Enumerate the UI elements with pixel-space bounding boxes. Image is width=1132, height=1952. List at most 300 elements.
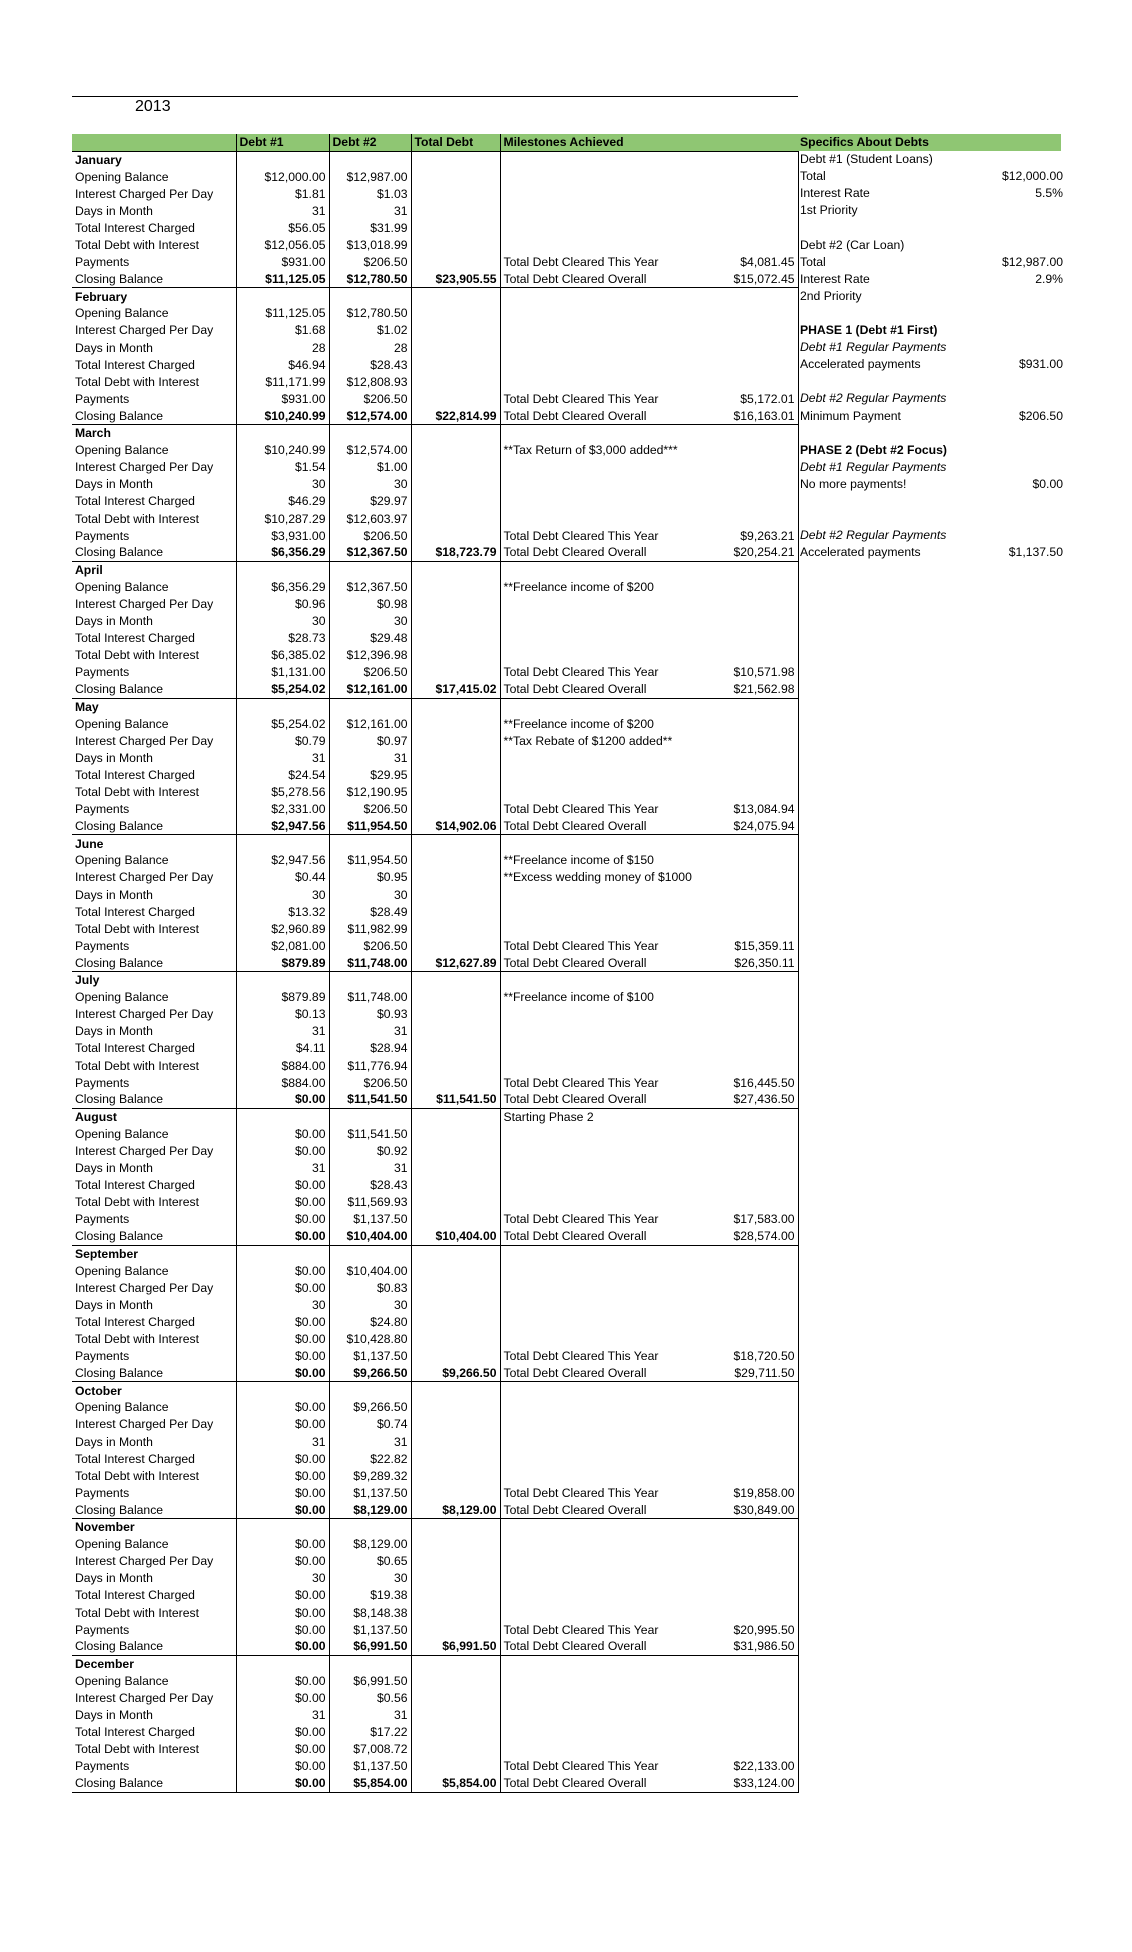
- table-row: [72, 1262, 798, 1279]
- debt2-value: $11,748.00: [329, 954, 411, 971]
- total-debt-value: [411, 1160, 500, 1177]
- debt2-value: $0.92: [329, 1142, 411, 1159]
- table-row: [72, 356, 798, 373]
- total-debt-value: [411, 749, 500, 766]
- row-label: Total Interest Charged: [72, 1724, 236, 1741]
- total-debt-value: [411, 493, 500, 510]
- specifics-row: [800, 476, 1063, 493]
- row-label: Opening Balance: [72, 715, 236, 732]
- empty-cell: [329, 151, 411, 168]
- debt2-value: $8,129.00: [329, 1501, 411, 1518]
- debt2-value: $28.94: [329, 1040, 411, 1057]
- empty-cell: [411, 151, 500, 168]
- row-label: Interest Charged Per Day: [72, 1416, 236, 1433]
- debt1-value: $0.00: [236, 1689, 329, 1706]
- table-row: [72, 1006, 798, 1023]
- debt2-value: $12,780.50: [329, 305, 411, 322]
- table-row: [72, 1553, 798, 1570]
- table-row: [72, 1484, 798, 1501]
- debt2-value: $29.48: [329, 630, 411, 647]
- empty-cell: [329, 1382, 411, 1399]
- debt-cleared-value: $13,084.94: [733, 802, 795, 817]
- row-label: Payments: [72, 527, 236, 544]
- milestone-cell: [500, 664, 798, 681]
- debt1-value: $5,278.56: [236, 783, 329, 800]
- debt2-value: $12,161.00: [329, 681, 411, 698]
- total-debt-value: [411, 937, 500, 954]
- debt1-value: $0.13: [236, 1006, 329, 1023]
- total-debt-value: [411, 1724, 500, 1741]
- header-milestones: Milestones Achieved: [500, 134, 798, 151]
- table-row: [72, 1758, 798, 1775]
- closing-balance-row: [72, 1638, 798, 1655]
- specifics-row: [800, 151, 1063, 168]
- empty-cell: [236, 425, 329, 442]
- total-debt-value: [411, 1536, 500, 1553]
- debt1-value: $0.00: [236, 1348, 329, 1365]
- debt-cleared-value: $26,350.11: [734, 955, 795, 970]
- debt2-value: $1.02: [329, 322, 411, 339]
- specifics-label: Total: [800, 169, 826, 184]
- total-debt-value: $22,814.99: [411, 407, 500, 424]
- debt2-value: $206.50: [329, 801, 411, 818]
- debt-cleared-label: Total Debt Cleared Overall: [503, 1502, 647, 1517]
- debt1-value: 30: [236, 476, 329, 493]
- milestone-cell: [500, 407, 798, 424]
- table-row: [72, 920, 798, 937]
- specifics-label: 1st Priority: [800, 203, 858, 218]
- debt1-value: $0.00: [236, 1536, 329, 1553]
- debt-cleared-value: $22,133.00: [733, 1759, 795, 1774]
- debt-cleared-line: [504, 528, 795, 544]
- total-debt-value: [411, 322, 500, 339]
- debt2-value: $11,954.50: [329, 852, 411, 869]
- row-label: Total Interest Charged: [72, 219, 236, 236]
- milestone-cell: [500, 801, 798, 818]
- debt-cleared-label: Total Debt Cleared Overall: [503, 1639, 647, 1654]
- debt-cleared-line: [504, 1775, 795, 1791]
- debt-cleared-value: $15,359.11: [734, 938, 795, 953]
- month-name: December: [72, 1655, 236, 1672]
- row-label: Total Interest Charged: [72, 356, 236, 373]
- milestone-note: **Freelance income of $100: [503, 990, 654, 1005]
- debt2-value: $12,987.00: [329, 168, 411, 185]
- milestone-cell: [500, 1758, 798, 1775]
- debt1-value: $0.00: [236, 1621, 329, 1638]
- specifics-value: $12,000.00: [1002, 169, 1063, 184]
- debt1-value: $1,131.00: [236, 664, 329, 681]
- debt-cleared-line: [504, 1348, 795, 1364]
- debt-cleared-value: $31,986.50: [733, 1639, 795, 1654]
- table-row: [72, 493, 798, 510]
- milestone-note: **Freelance income of $150: [503, 853, 654, 868]
- debt1-value: 30: [236, 613, 329, 630]
- empty-cell: [329, 1519, 411, 1536]
- table-row: [72, 801, 798, 818]
- total-debt-value: [411, 373, 500, 390]
- table-row: [72, 527, 798, 544]
- debt-cleared-value: $15,072.45: [733, 271, 795, 286]
- debt1-value: $0.00: [236, 1313, 329, 1330]
- row-label: Days in Month: [72, 1296, 236, 1313]
- table-row: [72, 1279, 798, 1296]
- debt2-value: $29.95: [329, 766, 411, 783]
- debt-cleared-value: $20,995.50: [733, 1622, 795, 1637]
- empty-cell: [329, 288, 411, 305]
- table-row: [72, 236, 798, 253]
- milestone-cell: [500, 989, 798, 1006]
- total-debt-value: [411, 903, 500, 920]
- empty-cell: [329, 698, 411, 715]
- debt1-value: $2,947.56: [236, 852, 329, 869]
- milestone-cell: [500, 1638, 798, 1655]
- milestone-cell: [500, 818, 798, 835]
- month-name-row: [72, 561, 798, 578]
- debt2-value: $28.49: [329, 903, 411, 920]
- row-label: Closing Balance: [72, 954, 236, 971]
- total-debt-value: [411, 390, 500, 407]
- debt-cleared-value: $19,858.00: [733, 1485, 795, 1500]
- milestone-cell: [500, 339, 798, 356]
- debt2-value: $9,266.50: [329, 1365, 411, 1382]
- debt2-value: $0.95: [329, 869, 411, 886]
- debt-cleared-label: Total Debt Cleared Overall: [503, 955, 647, 970]
- debt-cleared-value: $30,849.00: [733, 1502, 795, 1517]
- row-label: Total Interest Charged: [72, 1040, 236, 1057]
- debt1-value: 31: [236, 749, 329, 766]
- row-label: Total Interest Charged: [72, 493, 236, 510]
- empty-cell: [411, 698, 500, 715]
- empty-cell: [236, 1108, 329, 1125]
- debt1-value: $0.00: [236, 1484, 329, 1501]
- debt2-value: $206.50: [329, 937, 411, 954]
- total-debt-value: [411, 442, 500, 459]
- month-blocks: [72, 151, 798, 1792]
- debt1-value: 31: [236, 1433, 329, 1450]
- debt1-value: $0.00: [236, 1604, 329, 1621]
- debt-cleared-value: $17,583.00: [733, 1212, 795, 1227]
- milestone-cell: [500, 202, 798, 219]
- empty-cell: [236, 151, 329, 168]
- total-debt-value: [411, 613, 500, 630]
- specifics-value: $0.00: [1032, 476, 1063, 491]
- specifics-row: [800, 544, 1063, 561]
- row-label: Total Debt with Interest: [72, 510, 236, 527]
- debt-cleared-line: [504, 955, 795, 971]
- debt-cleared-label: Total Debt Cleared This Year: [503, 1349, 659, 1364]
- debt2-value: $0.93: [329, 1006, 411, 1023]
- milestone-cell: [500, 1365, 798, 1382]
- debt-cleared-line: [504, 1091, 795, 1107]
- milestone-cell: [500, 1057, 798, 1074]
- debt-cleared-label: Total Debt Cleared Overall: [503, 818, 647, 833]
- empty-cell: [329, 1108, 411, 1125]
- debt1-value: $0.00: [236, 1330, 329, 1347]
- total-debt-value: $5,854.00: [411, 1775, 500, 1792]
- debt2-value: $5,854.00: [329, 1775, 411, 1792]
- month-name: May: [72, 698, 236, 715]
- debt2-value: $12,367.50: [329, 544, 411, 561]
- row-label: Interest Charged Per Day: [72, 459, 236, 476]
- specifics-label: Total: [800, 254, 826, 269]
- milestone-cell: [500, 647, 798, 664]
- table-row: [72, 476, 798, 493]
- empty-cell: [411, 1108, 500, 1125]
- milestone-cell: [500, 1040, 798, 1057]
- milestone-cell: [500, 732, 798, 749]
- debt2-value: $1,137.50: [329, 1211, 411, 1228]
- specifics-value: $931.00: [1018, 357, 1063, 372]
- total-debt-value: [411, 1194, 500, 1211]
- milestone-cell: [500, 1313, 798, 1330]
- debt2-value: $1,137.50: [329, 1348, 411, 1365]
- total-debt-value: [411, 202, 500, 219]
- year-header: [72, 96, 798, 134]
- debt2-value: $11,569.93: [329, 1194, 411, 1211]
- milestone-cell: [500, 1536, 798, 1553]
- empty-cell: [411, 561, 500, 578]
- debt2-value: $0.56: [329, 1689, 411, 1706]
- milestone-cell: [500, 1330, 798, 1347]
- milestone-cell: [500, 1245, 798, 1262]
- milestone-cell: [500, 1074, 798, 1091]
- table-row: [72, 749, 798, 766]
- row-label: Payments: [72, 664, 236, 681]
- debt1-value: $0.00: [236, 1125, 329, 1142]
- debt2-value: $206.50: [329, 1074, 411, 1091]
- closing-balance-row: [72, 1501, 798, 1518]
- debt-cleared-line: [504, 1365, 795, 1381]
- debt1-value: 31: [236, 1023, 329, 1040]
- total-debt-value: [411, 1570, 500, 1587]
- closing-balance-row: [72, 818, 798, 835]
- specifics-row: [800, 442, 1063, 459]
- specifics-row: [800, 459, 1063, 476]
- total-debt-value: [411, 1006, 500, 1023]
- debt-cleared-label: Total Debt Cleared Overall: [503, 408, 647, 423]
- debt-cleared-line: [504, 1758, 795, 1774]
- milestone-cell: [500, 1672, 798, 1689]
- month-name-row: [72, 151, 798, 168]
- specifics-label: 2nd Priority: [800, 288, 862, 303]
- debt1-value: $13.32: [236, 903, 329, 920]
- total-debt-value: [411, 1621, 500, 1638]
- milestone-cell: [500, 1416, 798, 1433]
- row-label: Payments: [72, 1484, 236, 1501]
- debt1-value: 31: [236, 1707, 329, 1724]
- milestone-cell: [500, 578, 798, 595]
- debt1-value: $6,356.29: [236, 544, 329, 561]
- milestone-cell: [500, 1108, 798, 1125]
- debt-cleared-line: [504, 1622, 795, 1638]
- table-row: [72, 869, 798, 886]
- milestone-cell: [500, 288, 798, 305]
- debt1-value: $931.00: [236, 254, 329, 271]
- total-debt-value: [411, 1758, 500, 1775]
- debt-cleared-label: Total Debt Cleared Overall: [503, 1092, 647, 1107]
- debt-cleared-label: Total Debt Cleared This Year: [503, 255, 659, 270]
- row-label: Opening Balance: [72, 989, 236, 1006]
- header-total-debt: Total Debt: [411, 134, 500, 151]
- specifics-label: Accelerated payments: [800, 357, 921, 372]
- specifics-row: [800, 339, 1063, 356]
- row-label: Days in Month: [72, 613, 236, 630]
- total-debt-value: [411, 1211, 500, 1228]
- closing-balance-row: [72, 681, 798, 698]
- debt-cleared-line: [504, 938, 795, 954]
- row-label: Total Interest Charged: [72, 1450, 236, 1467]
- milestone-cell: [500, 1142, 798, 1159]
- milestone-cell: [500, 1467, 798, 1484]
- empty-cell: [236, 1382, 329, 1399]
- milestone-note: Starting Phase 2: [503, 1110, 594, 1125]
- debt-cleared-value: $27,436.50: [733, 1092, 795, 1107]
- total-debt-value: $8,129.00: [411, 1501, 500, 1518]
- debt1-value: $46.29: [236, 493, 329, 510]
- table-row: [72, 1689, 798, 1706]
- row-label: Interest Charged Per Day: [72, 185, 236, 202]
- milestone-cell: [500, 561, 798, 578]
- debt1-value: $2,960.89: [236, 920, 329, 937]
- debt2-value: $31.99: [329, 219, 411, 236]
- debt2-value: $1.03: [329, 185, 411, 202]
- total-debt-value: $18,723.79: [411, 544, 500, 561]
- debt2-value: $10,404.00: [329, 1228, 411, 1245]
- debt1-value: $10,240.99: [236, 442, 329, 459]
- total-debt-value: [411, 920, 500, 937]
- milestone-cell: [500, 1006, 798, 1023]
- empty-cell: [411, 288, 500, 305]
- closing-balance-row: [72, 407, 798, 424]
- debt-cleared-value: $10,571.98: [733, 665, 795, 680]
- milestone-note: **Excess wedding money of $1000: [503, 870, 692, 885]
- row-label: Interest Charged Per Day: [72, 732, 236, 749]
- table-row: [72, 903, 798, 920]
- table-row: [72, 852, 798, 869]
- month-name-row: [72, 1519, 798, 1536]
- debt-cleared-label: Total Debt Cleared This Year: [503, 665, 659, 680]
- milestone-cell: [500, 766, 798, 783]
- row-label: Opening Balance: [72, 578, 236, 595]
- milestone-cell: [500, 1382, 798, 1399]
- total-debt-value: $10,404.00: [411, 1228, 500, 1245]
- table-row: [72, 202, 798, 219]
- total-debt-value: [411, 1741, 500, 1758]
- total-debt-value: [411, 801, 500, 818]
- debt1-value: $2,947.56: [236, 818, 329, 835]
- debt1-value: $11,125.05: [236, 271, 329, 288]
- total-debt-value: [411, 1450, 500, 1467]
- debt-cleared-line: [504, 1211, 795, 1227]
- milestone-cell: [500, 972, 798, 989]
- debt1-value: $884.00: [236, 1074, 329, 1091]
- total-debt-value: [411, 1177, 500, 1194]
- closing-balance-row: [72, 1091, 798, 1108]
- table-row: [72, 1142, 798, 1159]
- table-row: [72, 1433, 798, 1450]
- table-row: [72, 732, 798, 749]
- debt2-value: $8,148.38: [329, 1604, 411, 1621]
- debt-cleared-label: Total Debt Cleared Overall: [503, 1365, 647, 1380]
- milestone-cell: [500, 715, 798, 732]
- table-row: [72, 1125, 798, 1142]
- debt1-value: $11,125.05: [236, 305, 329, 322]
- month-name: August: [72, 1108, 236, 1125]
- table-row: [72, 1348, 798, 1365]
- debt-cleared-value: $33,124.00: [733, 1776, 795, 1791]
- row-label: Total Debt with Interest: [72, 920, 236, 937]
- milestone-cell: [500, 1519, 798, 1536]
- table-row: [72, 1724, 798, 1741]
- milestone-cell: [500, 510, 798, 527]
- row-label: Closing Balance: [72, 407, 236, 424]
- milestone-cell: [500, 1775, 798, 1792]
- closing-balance-row: [72, 271, 798, 288]
- row-label: Interest Charged Per Day: [72, 322, 236, 339]
- table-row: [72, 185, 798, 202]
- debt-cleared-line: [504, 1638, 795, 1654]
- milestone-cell: [500, 1399, 798, 1416]
- specifics-value: 5.5%: [1035, 186, 1063, 201]
- total-debt-value: $14,902.06: [411, 818, 500, 835]
- debt1-value: $0.00: [236, 1262, 329, 1279]
- specifics-label: Accelerated payments: [800, 545, 921, 560]
- empty-cell: [329, 972, 411, 989]
- debt2-value: $7,008.72: [329, 1741, 411, 1758]
- row-label: Total Debt with Interest: [72, 1604, 236, 1621]
- milestone-note: **Freelance income of $200: [503, 716, 654, 731]
- debt-cleared-line: [504, 818, 795, 834]
- specifics-label: Debt #1 (Student Loans): [800, 152, 933, 167]
- table-row: [72, 305, 798, 322]
- debt1-value: $4.11: [236, 1040, 329, 1057]
- total-debt-value: [411, 1484, 500, 1501]
- table-row: [72, 219, 798, 236]
- row-label: Closing Balance: [72, 818, 236, 835]
- total-debt-value: [411, 305, 500, 322]
- total-debt-value: [411, 1467, 500, 1484]
- milestone-cell: [500, 442, 798, 459]
- debt-cleared-line: [504, 271, 795, 287]
- table-row: [72, 1330, 798, 1347]
- milestone-cell: [500, 1211, 798, 1228]
- debt2-value: $1.00: [329, 459, 411, 476]
- debt2-value: 28: [329, 339, 411, 356]
- empty-cell: [236, 1245, 329, 1262]
- debt2-value: $22.82: [329, 1450, 411, 1467]
- debt1-value: $0.00: [236, 1724, 329, 1741]
- table-row: [72, 510, 798, 527]
- debt1-value: $0.79: [236, 732, 329, 749]
- milestone-cell: [500, 1194, 798, 1211]
- debt2-value: $1,137.50: [329, 1758, 411, 1775]
- debt2-value: $0.74: [329, 1416, 411, 1433]
- closing-balance-row: [72, 1775, 798, 1792]
- debt-cleared-label: Total Debt Cleared This Year: [503, 1485, 659, 1500]
- debt-cleared-value: $20,254.21: [733, 545, 795, 560]
- debt2-value: 31: [329, 1433, 411, 1450]
- total-debt-value: [411, 1348, 500, 1365]
- debt-cleared-line: [504, 664, 795, 680]
- total-debt-value: [411, 168, 500, 185]
- specifics-label: Debt #1 Regular Payments: [800, 459, 947, 474]
- specifics-label: Interest Rate: [800, 186, 870, 201]
- total-debt-value: [411, 852, 500, 869]
- row-label: Interest Charged Per Day: [72, 869, 236, 886]
- debt1-value: $0.96: [236, 595, 329, 612]
- milestone-cell: [500, 305, 798, 322]
- debt-cleared-label: Total Debt Cleared This Year: [503, 528, 659, 543]
